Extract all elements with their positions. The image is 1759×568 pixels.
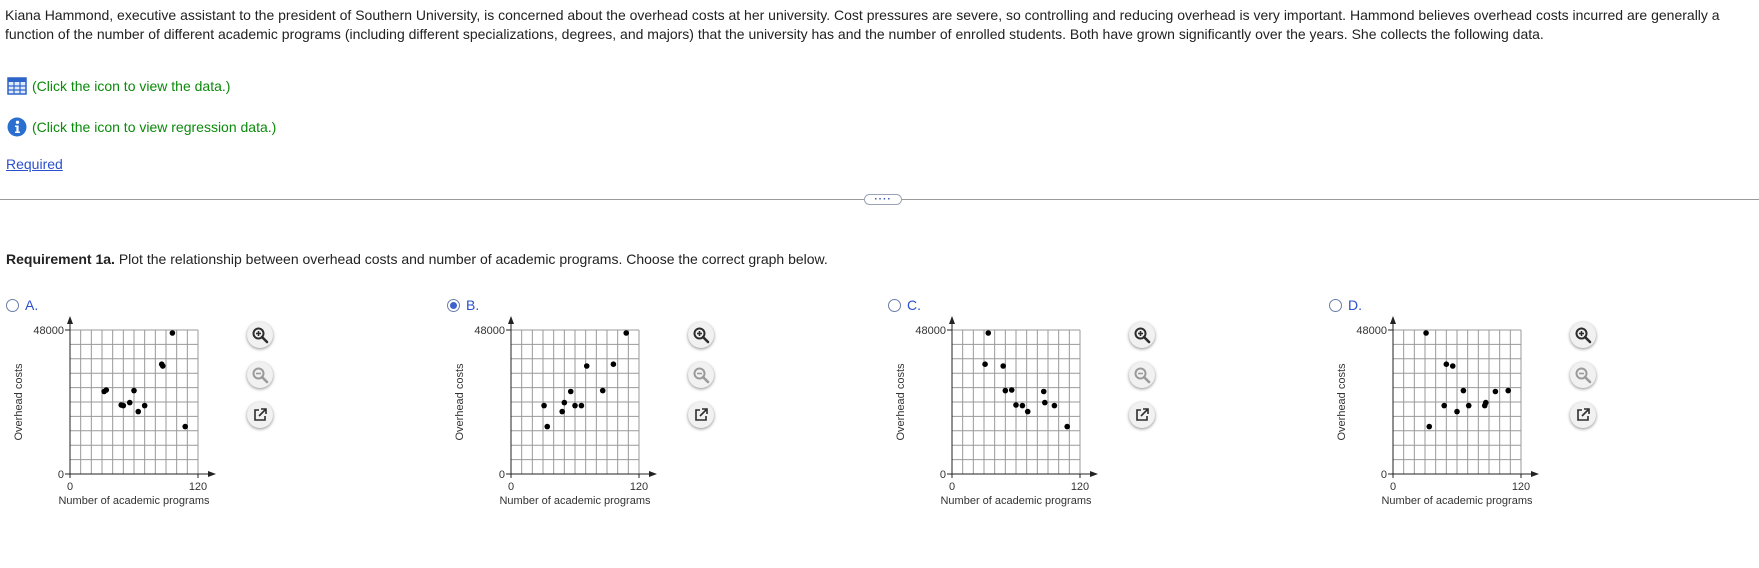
data-point <box>1000 363 1006 369</box>
option-a-label[interactable]: A. <box>25 297 39 313</box>
option-d-zoom-in-button[interactable] <box>1570 322 1596 348</box>
option-c-zoom-out-button[interactable] <box>1129 362 1155 388</box>
info-icon[interactable] <box>7 117 27 137</box>
requirement-1a-prompt <box>6 251 828 267</box>
ellipsis-icon: ···· <box>874 193 892 205</box>
option-d-zoom-out-button[interactable] <box>1570 362 1596 388</box>
data-point <box>584 363 590 369</box>
x-axis-arrow <box>208 471 216 477</box>
option-c-popout-button[interactable] <box>1129 402 1155 428</box>
answer-option-d[interactable] <box>1329 292 1759 552</box>
option-a-radio[interactable] <box>6 299 19 312</box>
data-point <box>541 403 547 409</box>
x-tick-label-zero: 0 <box>66 481 74 493</box>
data-point <box>1041 389 1047 395</box>
option-d-popout-button[interactable] <box>1570 402 1596 428</box>
data-point <box>1450 363 1456 369</box>
zoom-in-icon <box>251 326 269 344</box>
open-external-icon <box>252 407 268 423</box>
data-point <box>1466 403 1472 409</box>
table-grid-icon[interactable] <box>7 77 27 95</box>
option-b-scatter-plot <box>447 316 687 536</box>
zoom-out-icon <box>251 366 269 384</box>
y-tick-label-zero: 0 <box>939 469 946 481</box>
zoom-out-icon <box>1133 366 1151 384</box>
data-point <box>1505 388 1511 394</box>
requirement-label: Requirement 1a. <box>6 251 115 267</box>
requirement-text: Plot the relationship between overhead costs and number of academic programs. Choose the correct graph below. <box>114 251 828 267</box>
data-point <box>985 330 991 336</box>
y-tick-label-max: 48000 <box>33 325 64 337</box>
open-external-icon <box>693 407 709 423</box>
y-axis-arrow <box>1390 316 1396 324</box>
option-a-zoom-in-button[interactable] <box>247 322 273 348</box>
x-tick-label-max: 120 <box>188 481 208 493</box>
data-point <box>1003 388 1009 394</box>
y-axis-arrow <box>949 316 955 324</box>
divider-toggle-handle[interactable] <box>864 194 902 205</box>
data-point <box>135 409 141 415</box>
option-b-radio-group[interactable] <box>447 297 479 313</box>
data-point <box>568 389 574 395</box>
open-external-icon <box>1575 407 1591 423</box>
data-point <box>1461 388 1467 394</box>
option-d-scatter-plot <box>1329 316 1569 536</box>
view-data-link-text[interactable]: (Click the icon to view the data.) <box>32 78 231 94</box>
x-tick-label-max: 120 <box>1511 481 1531 493</box>
option-a-radio-group[interactable] <box>6 297 38 313</box>
view-regression-link[interactable] <box>7 117 276 137</box>
y-axis-arrow <box>508 316 514 324</box>
y-axis-label: Overhead costs <box>895 363 907 441</box>
y-tick-label-zero: 0 <box>57 469 64 481</box>
x-axis-label: Number of academic programs <box>1381 495 1533 507</box>
data-point <box>182 424 188 430</box>
option-b-popout-button[interactable] <box>688 402 714 428</box>
view-regression-link-text[interactable]: (Click the icon to view regression data.) <box>32 119 277 135</box>
data-point <box>1426 424 1432 430</box>
y-axis-arrow <box>67 316 73 324</box>
zoom-out-icon <box>1574 366 1592 384</box>
data-point <box>1483 400 1489 406</box>
option-c-scatter-plot <box>888 316 1128 536</box>
option-d-radio-group[interactable] <box>1329 297 1362 313</box>
option-c-zoom-in-button[interactable] <box>1129 322 1155 348</box>
x-axis-label: Number of academic programs <box>940 495 1092 507</box>
data-point <box>1064 424 1070 430</box>
problem-intro-text: Kiana Hammond, executive assistant to the president of Southern University, is concerned about the overhead costs at her university. Cost pressures are severe, so controlling and reducing overhead is very important. Hammond believes overhead costs incurred are generally a function of the number of different academic programs (including different specializations, degrees, and majors) that the university has and the number of enrolled students. Both have grown significantly over the years. She collects the following data. <box>5 7 1720 42</box>
zoom-in-icon <box>1133 326 1151 344</box>
data-point <box>611 361 617 367</box>
data-point <box>982 361 988 367</box>
data-point <box>562 400 568 406</box>
x-axis-arrow <box>649 471 657 477</box>
data-point <box>121 403 127 409</box>
option-c-radio[interactable] <box>888 299 901 312</box>
data-point <box>1441 403 1447 409</box>
y-tick-label-zero: 0 <box>498 469 505 481</box>
y-tick-label-zero: 0 <box>1380 469 1387 481</box>
answer-option-a[interactable] <box>6 292 446 552</box>
x-axis-label: Number of academic programs <box>58 495 210 507</box>
data-point <box>1013 402 1019 408</box>
answer-option-c[interactable] <box>888 292 1328 552</box>
data-point <box>1423 330 1429 336</box>
data-point <box>572 403 578 409</box>
y-axis-label: Overhead costs <box>1336 363 1348 441</box>
zoom-in-icon <box>692 326 710 344</box>
x-axis-arrow <box>1531 471 1539 477</box>
option-c-radio-group[interactable] <box>888 297 921 313</box>
x-axis-arrow <box>1090 471 1098 477</box>
option-b-label[interactable]: B. <box>466 297 480 313</box>
option-b-radio-selected-dot <box>450 302 457 309</box>
y-axis-label: Overhead costs <box>13 363 25 441</box>
option-b-radio[interactable] <box>447 299 460 312</box>
y-tick-label-max: 48000 <box>1356 325 1387 337</box>
x-tick-label-zero: 0 <box>507 481 515 493</box>
y-tick-label-max: 48000 <box>915 325 946 337</box>
data-point <box>579 403 585 409</box>
required-link[interactable]: Required <box>6 156 63 172</box>
data-point <box>142 403 148 409</box>
zoom-in-icon <box>1574 326 1592 344</box>
answer-option-b[interactable] <box>447 292 887 552</box>
data-point <box>103 387 109 393</box>
option-b-zoom-in-button[interactable] <box>688 322 714 348</box>
x-tick-label-zero: 0 <box>948 481 956 493</box>
data-point <box>1009 387 1015 393</box>
data-point <box>559 409 565 415</box>
x-tick-label-zero: 0 <box>1389 481 1397 493</box>
data-point <box>544 424 550 430</box>
data-point <box>170 330 176 336</box>
option-d-radio[interactable] <box>1329 299 1342 312</box>
x-tick-label-max: 120 <box>629 481 649 493</box>
y-axis-label: Overhead costs <box>454 363 466 441</box>
option-a-scatter-plot <box>6 316 246 536</box>
x-tick-label-max: 120 <box>1070 481 1090 493</box>
y-tick-label-max: 48000 <box>474 325 505 337</box>
zoom-out-icon <box>692 366 710 384</box>
data-point <box>1025 409 1031 415</box>
data-point <box>1052 403 1058 409</box>
option-a-popout-button[interactable] <box>247 402 273 428</box>
data-point <box>1042 400 1048 406</box>
data-point <box>600 388 606 394</box>
data-point <box>1493 389 1499 395</box>
data-point <box>1454 409 1460 415</box>
data-point <box>131 388 137 394</box>
option-a-zoom-out-button[interactable] <box>247 362 273 388</box>
open-external-icon <box>1134 407 1150 423</box>
view-data-link[interactable] <box>7 77 230 95</box>
x-axis-label: Number of academic programs <box>499 495 651 507</box>
data-point <box>623 330 629 336</box>
data-point <box>160 363 166 369</box>
data-point <box>1020 403 1026 409</box>
option-d-label[interactable]: D. <box>1348 297 1362 313</box>
data-point <box>1444 361 1450 367</box>
option-c-label[interactable]: C. <box>907 297 921 313</box>
data-point <box>127 400 133 406</box>
option-b-zoom-out-button[interactable] <box>688 362 714 388</box>
